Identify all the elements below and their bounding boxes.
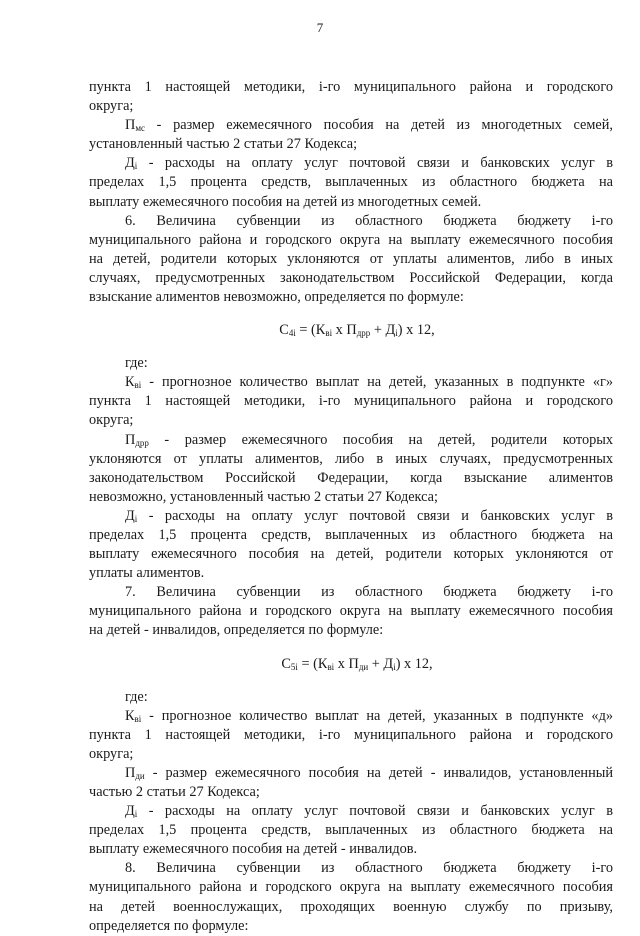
text-line: $С_{5i} = (К_{вi}$ х $П_{ди} + Д_i$) х 12, [281,655,433,672]
text-line: 7. Величина субвенции из областного бюджета бюджету i-го [125,584,613,601]
text-line: 8. Величина субвенции из областного бюджета бюджету i-го [125,860,613,877]
text-line: $П_{мс}$ - размер ежемесячного пособия на детей из многодетных семей, [125,117,613,134]
formula [89,320,613,340]
text-line: муниципального района и городского округа на выплату ежемесячного пособия [89,231,613,248]
text-line: $Д_i$ - расходы на оплату услуг почтовой связи и банковских услуг в [125,803,613,820]
text-line: округа; [89,98,134,115]
text-line: $П_{дрр}$ - размер ежемесячного пособия на детей, родители которых [125,431,613,448]
text-line: уплаты алиментов. [89,565,205,582]
paragraph [89,707,613,764]
text-line: установленный частью 2 статьи 27 Кодекса; [89,136,358,153]
paragraph [89,802,613,859]
text-line: на детей - инвалидов, определяется по формуле: [89,622,384,639]
paragraph [89,154,613,211]
text-line: $К_{вi}$ - прогнозное количество выплат на детей, указанных в подпункте «г» [125,374,613,391]
paragraph [89,78,613,116]
paragraph [89,373,613,430]
text-line: $П_{ди}$ - размер ежемесячного пособия на детей - инвалидов, установленный [125,764,613,781]
text-line: муниципального района и городского округа на выплату ежемесячного пособия [89,879,613,896]
paragraph [89,507,613,583]
text-line: пределах 1,5 процента средств, выплаченных из областного бюджета на [89,174,613,191]
paragraph [89,583,613,640]
text-line: $Д_i$ - расходы на оплату услуг почтовой связи и банковских услуг в [125,507,613,524]
formula [89,654,613,674]
text-line: выплату ежемесячного пособия на детей из многодетных семей. [89,193,482,210]
text-line: $К_{вi}$ - прогнозное количество выплат на детей, указанных в подпункте «д» [125,707,613,724]
page-number: 7 [316,20,324,35]
paragraph [89,764,613,802]
text-line: пределах 1,5 процента средств, выплаченных из областного бюджета на [89,526,613,543]
paragraph [89,859,613,935]
text-line: $С_{4i} = (К_{вi}$ х $П_{дрр} + Д_i$) х 12, [279,322,435,339]
paragraph [89,431,613,507]
text-line: пункта 1 настоящей методики, i-го муниципального района и городского [89,79,613,95]
text-line: уклоняются от уплаты алиментов, либо в иных случаях, предусмотренных [89,450,613,467]
text-line: муниципального района и городского округа на выплату ежемесячного пособия [89,603,613,620]
text-line: на детей, родители которых уклоняются от уплаты алиментов, либо в иных [89,250,613,267]
text-line: невозможно, установленный частью 2 статьи 27 Кодекса; [89,488,438,505]
document-body [89,78,613,936]
text-line: где: [125,688,148,705]
text-line: 6. Величина субвенции из областного бюджета бюджету i-го [125,212,613,229]
where-label [125,354,613,373]
text-line: где: [125,355,148,372]
paragraph [89,116,613,154]
text-line: случаях, предусмотренных законодательством Российской Федерации, когда [89,269,613,286]
text-line: определяется по формуле: [89,917,249,934]
text-line: выплату ежемесячного пособия на детей - инвалидов. [89,841,418,858]
text-line: округа; [89,745,134,762]
text-line: выплату ежемесячного пособия на детей, родители которых уклоняются от [89,546,613,563]
text-line: $Д_i$ - расходы на оплату услуг почтовой связи и банковских услуг в [125,155,613,172]
text-line: взыскание алиментов невозможно, определяется по формуле: [89,289,464,306]
text-line: округа; [89,412,134,429]
text-line: пределах 1,5 процента средств, выплаченных из областного бюджета на [89,822,613,839]
text-line: пункта 1 настоящей методики, i-го муниципального района и городского [89,393,613,410]
text-line: пункта 1 настоящей методики, i-го муниципального района и городского [89,726,613,743]
text-line: законодательством Российской Федерации, когда взыскание алиментов [89,469,613,486]
text-line: частью 2 статьи 27 Кодекса; [89,784,260,800]
paragraph [89,212,613,307]
text-line: на детей военнослужащих, проходящих военную службу по призыву, [89,898,613,915]
where-label [125,688,613,707]
